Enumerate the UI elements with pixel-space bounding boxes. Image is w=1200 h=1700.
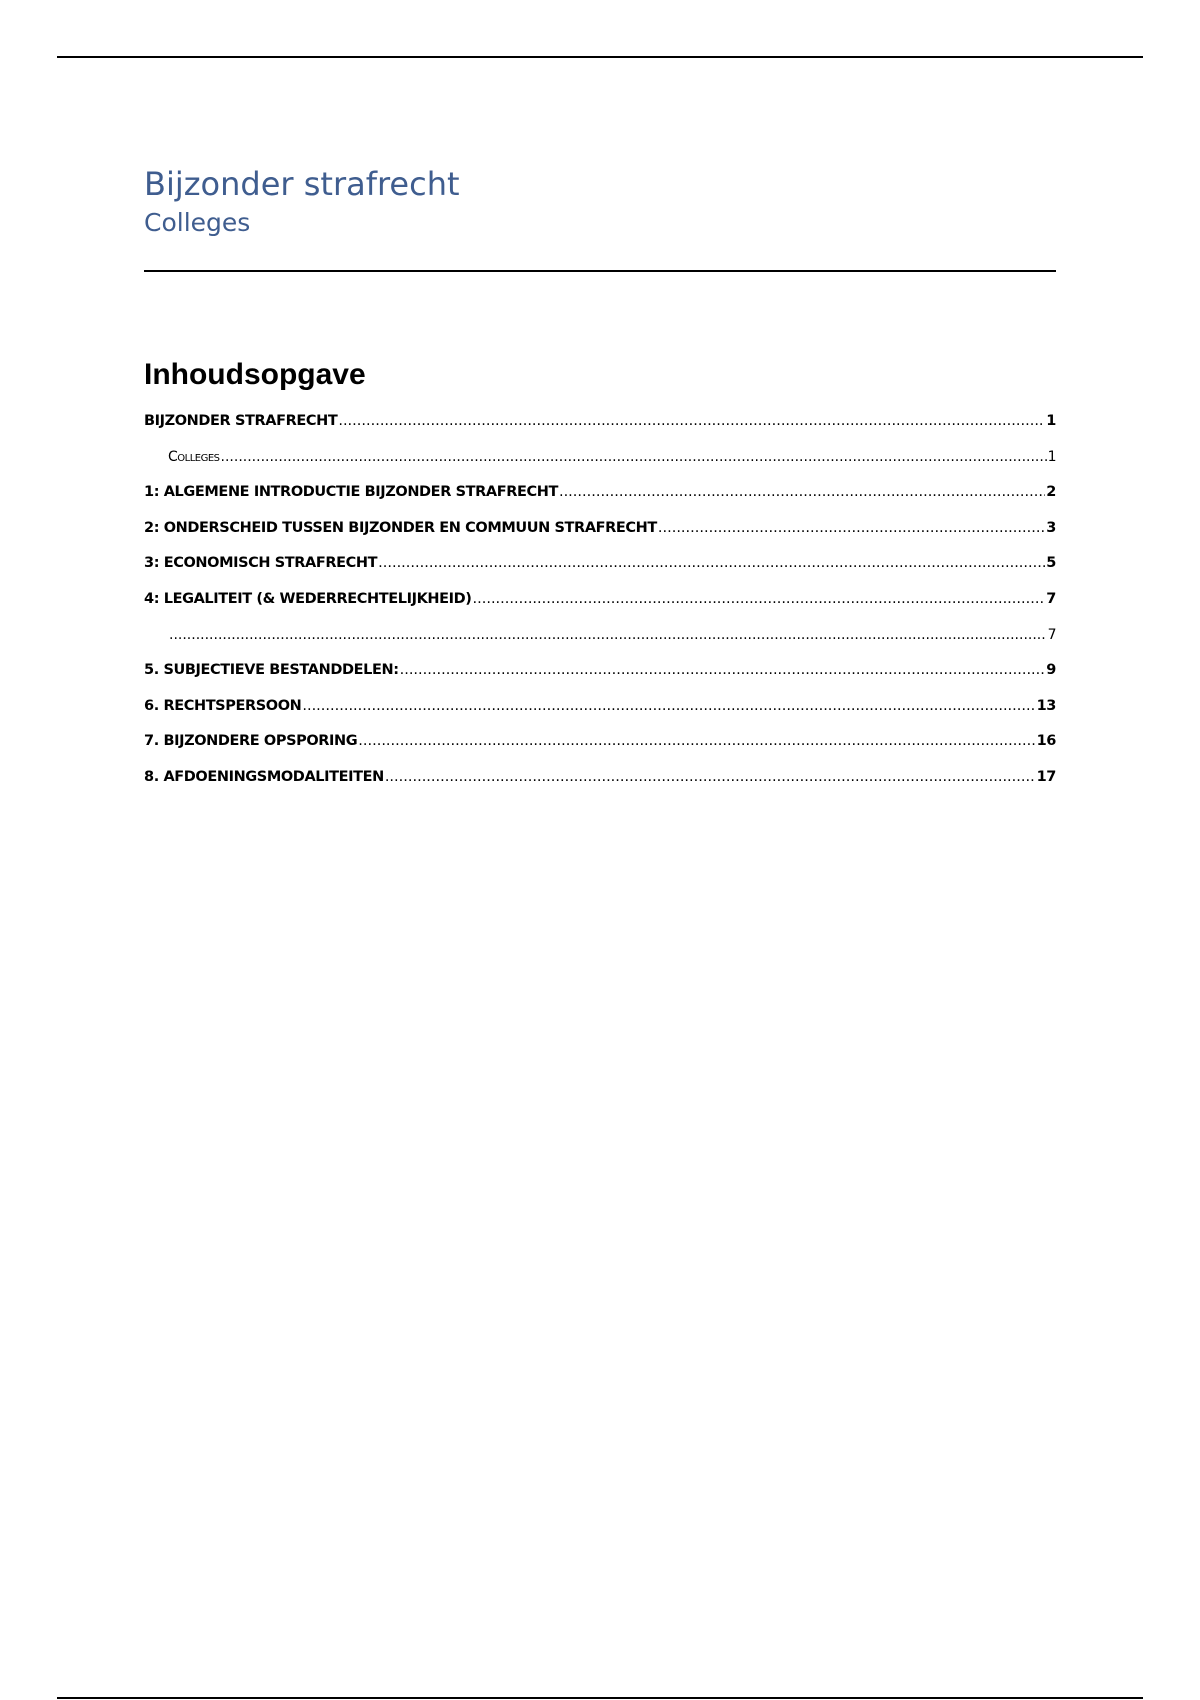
toc-entry-label: 1: ALGEMENE INTRODUCTIE BIJZONDER STRAFRECHT [144,484,558,500]
toc-dot-leader [338,410,1045,432]
toc-dot-leader [658,517,1045,539]
toc-entry-page-number: 3 [1046,520,1056,536]
document-subtitle: Colleges [144,208,251,237]
toc-entry-page-number: 1 [1046,413,1056,429]
toc-entry-label: BIJZONDER STRAFRECHT [144,413,338,429]
toc-entry-page-number: 7 [1046,591,1056,607]
toc-entry[interactable] [144,517,1056,539]
toc-entry-page-number: 13 [1036,698,1056,714]
toc-entry-page-number: 7 [1047,627,1056,643]
toc-dot-leader [559,481,1045,503]
toc-entry-label: 7. BIJZONDERE OPSPORING [144,733,358,749]
toc-dot-leader [358,730,1035,752]
toc-dot-leader [385,766,1036,788]
toc-entry-label: 2: ONDERSCHEID TUSSEN BIJZONDER EN COMMUUN STRAFRECHT [144,520,657,536]
toc-entry-page-number: 9 [1046,662,1056,678]
toc-entry[interactable] [144,730,1056,752]
toc-entry-page-number: 5 [1046,555,1056,571]
toc-dot-leader [378,552,1045,574]
toc-entry[interactable] [144,659,1056,681]
document-title: Bijzonder strafrecht [144,165,460,203]
toc-dot-leader [221,446,1047,468]
toc-entry[interactable] [144,588,1056,610]
toc-entry-label: 3: ECONOMISCH STRAFRECHT [144,555,378,571]
toc-dot-leader [302,695,1035,717]
toc-entry[interactable] [144,552,1056,574]
toc-entry-label: 6. RECHTSPERSOON [144,698,302,714]
toc-entry[interactable] [168,446,1056,468]
page-header-rule [57,56,1143,58]
toc-entry[interactable] [168,624,1056,646]
toc-dot-leader [400,659,1046,681]
toc-entry-page-number: 2 [1046,484,1056,500]
toc-entry[interactable] [144,410,1056,432]
toc-heading: Inhoudsopgave [144,358,366,391]
toc-entry-label: 8. AFDOENINGSMODALITEITEN [144,769,384,785]
toc-entry[interactable] [144,481,1056,503]
toc-entry-label: 5. SUBJECTIEVE BESTANDDELEN: [144,662,399,678]
toc-entry-label: Colleges [168,449,220,465]
toc-entry-page-number: 16 [1036,733,1056,749]
toc-entry-page-number: 17 [1036,769,1056,785]
title-divider [144,270,1056,272]
toc-entry-page-number: 1 [1047,449,1056,465]
toc-dot-leader [169,624,1047,646]
toc-entry-label: 4: LEGALITEIT (& WEDERRECHTELIJKHEID) [144,591,472,607]
page-footer-rule [57,1697,1143,1699]
toc-entry[interactable] [144,695,1056,717]
toc-entry[interactable] [144,766,1056,788]
toc-dot-leader [473,588,1046,610]
